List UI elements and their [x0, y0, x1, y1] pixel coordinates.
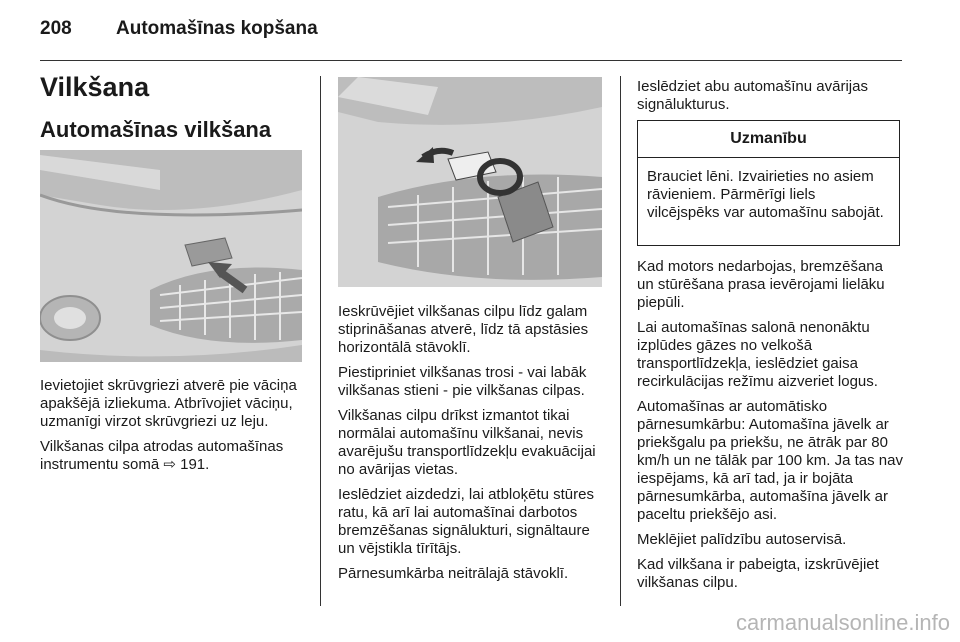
paragraph: Ievietojiet skrūvgriezi atverē pie vāciņa apakšējā izliekuma. Atbrīvojiet vāciņu, uzmanīgi virzot skrūvgriezi uz leju.	[40, 377, 297, 430]
bumper-cover-illustration	[40, 150, 302, 362]
column-3-intro	[637, 78, 903, 121]
warning-title: Uzmanību	[638, 121, 899, 158]
column-divider-1	[320, 76, 321, 606]
page-number: 208	[40, 18, 72, 39]
column-1-text	[40, 377, 306, 481]
column-3-text	[637, 258, 903, 599]
paragraph: Kad vilkšana ir pabeigta, izskrūvējiet vilkšanas cilpu.	[637, 556, 879, 591]
paragraph: Ieskrūvējiet vilkšanas cilpu līdz galam stiprināšanas atverē, līdz tā apstāsies horizontālā stāvoklī.	[338, 303, 589, 356]
watermark: carmanualsonline.info	[735, 610, 950, 635]
header-rule	[40, 60, 902, 61]
warning-box	[637, 120, 900, 246]
column-2-text	[338, 303, 608, 590]
paragraph: Piestipriniet vilkšanas trosi - vai labāk vilkšanas stieni - pie vilkšanas cilpas.	[338, 364, 587, 399]
paragraph: Kad motors nedarbojas, bremzēšana un stūrēšana prasa ievērojami lielāku piepūli.	[637, 258, 885, 311]
paragraph: Lai automašīnas salonā nenonāktu izplūdes gāzes no velkošā transportlīdzekļa, ieslēdziet gaisa recirkulācijas režīmu aizveriet logus.	[637, 319, 878, 390]
paragraph: Ieslēdziet aizdedzi, lai atbloķētu stūres ratu, kā arī lai automašīnai darbotos bremzēšanas signālukturi, signāltaure un vējstikla tīrītājs.	[338, 486, 594, 557]
warning-text: Brauciet lēni. Izvairieties no asiem rāvieniem. Pārmērīgi liels vilcējspēks var automašīnu sabojāt.	[647, 168, 884, 221]
section-title: Vilkšana	[40, 72, 150, 102]
page-header	[40, 18, 318, 40]
paragraph: Ieslēdziet abu automašīnu avārijas signālukturus.	[637, 78, 868, 113]
paragraph: Vilkšanas cilpa atrodas automašīnas instrumentu somā ⇨ 191.	[40, 438, 284, 473]
chapter-title: Automašīnas kopšana	[116, 18, 318, 39]
paragraph: Automašīnas ar automātisko pārnesumkārbu: Automašīna jāvelk ar priekšgalu pa priekšu, ne ātrāk par 80 km/h un ne tālāk par 100 km. Ja tas nav iespējams, kā arī tad, ja ir bojāta pārnesumkārba, automašīna jāvelk ar paceltu priekšējo asi.	[637, 398, 903, 523]
paragraph: Vilkšanas cilpu drīkst izmantot tikai normālai automašīnu vilkšanai, nevis avarējušu transportlīdzekļu evakuācijai no avārijas vietas.	[338, 407, 596, 478]
column-divider-2	[620, 76, 621, 606]
towing-eye-illustration	[338, 77, 602, 287]
section-subtitle: Automašīnas vilkšana	[40, 117, 272, 142]
paragraph: Meklējiet palīdzību autoservisā.	[637, 531, 847, 548]
paragraph: Pārnesumkārba neitrālajā stāvoklī.	[338, 565, 569, 582]
